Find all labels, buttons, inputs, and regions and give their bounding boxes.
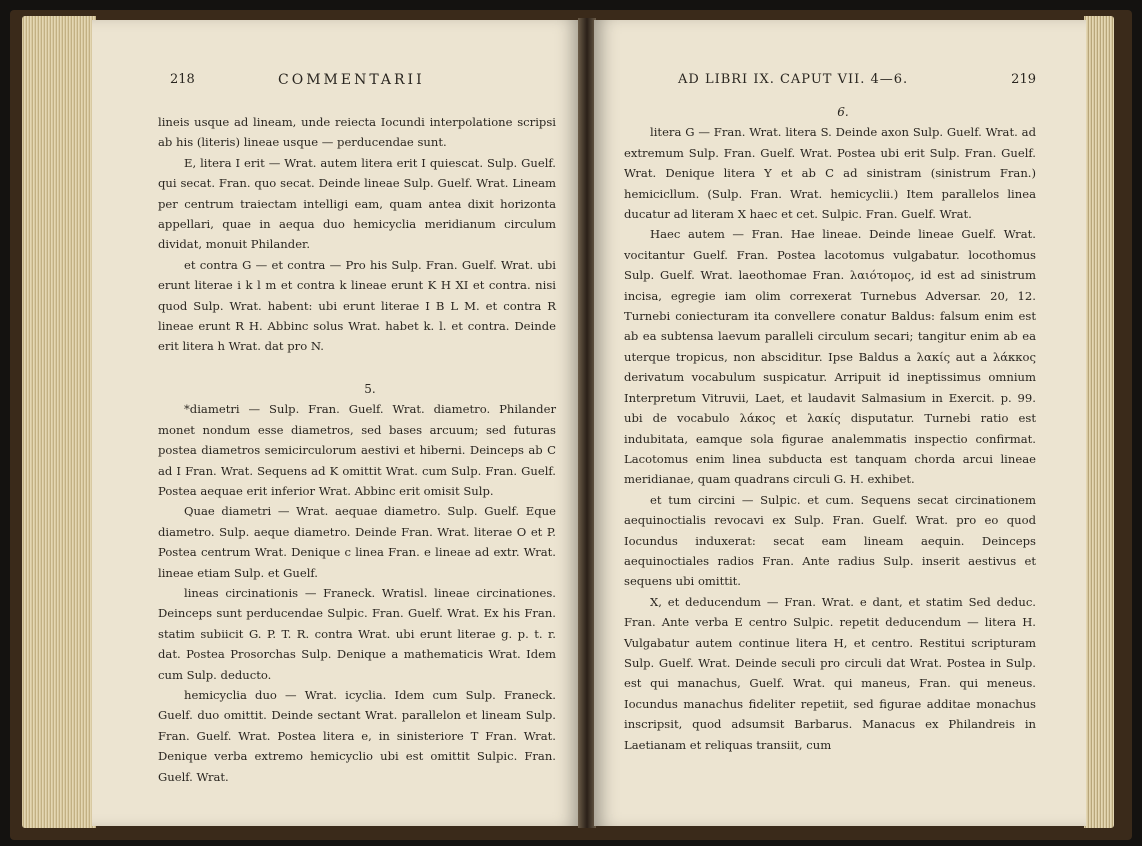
paragraph: Haec autem — Fran. Hae lineae. Deinde lineae Guelf. Wrat. vocitantur Guelf. Fran. Postea lacotomus vulgabatur. locothomus Sulp. Guelf. Wrat. laeothomae Fran. λαιότομος, id est ad sinistrum incisa, egregie iam olim correxerat Turnebus Adversar. 20, 12. Turnebi coniecturam ita convellere conatur Baldus: falsum enim est ab ea subtensa laevum paralleli circulum secari; tangitur enim ab ea uterque tropicus, non absciditur. Ipse Baldus a λακίς aut a λάκκος derivatum vocabulum suspicatur. Arripuit id ineptissimus omnium Interpretum Vitruvii, Laet, et laudavit Salmasium in Exercit. p. 99. ubi de vocabulo λάκος et λακίς disputatur. Turnebi ratio est indubitata, eamque sola figurae analemmatis inspectio confirmat. Lacotomus enim linea subducta est tanquam chorda arcui lineae meridianae, quam quadrans circuli G. H. exhibet. xyxy=(624,227,1036,487)
right-page-text xyxy=(624,102,1036,755)
page-edges-right xyxy=(1084,16,1114,828)
section-number: 5. xyxy=(364,381,376,396)
paragraph: hemicyclia duo — Wrat. icyclia. Idem cum Sulp. Franeck. Guelf. duo omittit. Deinde sectant Wrat. parallelon et lineam Sulp. Fran. Guelf. Wrat. Postea litera e, in sinisteriore T Fran. Wrat. Denique verba extremo hemicyclio ubi est omittit Sulpic. Fran. Guelf. Wrat. xyxy=(158,687,556,784)
running-head-right xyxy=(676,72,1036,92)
paragraph: *diametri — Sulp. Fran. Guelf. Wrat. diametro. Philander monet nondum esse diametros, sed bases arcuum; sed futuras postea diametros semicirculorum aestivi et hiberni. Deinceps ab C ad I Fran. Wrat. Sequens ad K omittit Wrat. cum Sulp. Fran. Guelf. Postea aequae erit inferior Wrat. Abbinc erit omisit Sulp. xyxy=(158,402,556,498)
paragraph: E, litera I erit — Wrat. autem litera erit I quiescat. Sulp. Guelf. qui secat. Fran. quo secat. Deinde lineae Sulp. Guelf. Wrat. Lineam per centrum traiectam intelligi eam, quam antea dixit horizonta appellari, quae in aequa duo hemicyclia meridianum circulum dividat, monuit Philander. xyxy=(158,155,556,252)
section-number: 6. xyxy=(837,105,849,119)
left-page xyxy=(92,20,580,826)
paragraph: lineas circinationis — Franeck. Wratisl. lineae circinationes. Deinceps sunt perducendae Sulpic. Fran. Guelf. Wrat. Ex his Fran. statim subiicit G. P. T. R. contra Wrat. ubi erunt literae g. p. t. r. dat. Postea Prosorchas Sulp. Denique a mathematicis Wrat. Idem cum Sulp. deducto. xyxy=(158,585,556,682)
left-page-text xyxy=(158,112,556,787)
running-head-title: COMMENTARII xyxy=(278,72,425,88)
paragraph: et contra G — et contra — Pro his Sulp. Fran. Guelf. Wrat. ubi erunt literae i k l m et contra k lineae erunt K H XI et contra. nisi quod Sulp. Wrat. habent: ubi erunt literae I B L M. et contra R lineae erunt R H. Abbinc solus Wrat. habet k. l. et contra. Deinde erit litera h Wrat. dat pro N. xyxy=(158,257,556,354)
paragraph: litera G — Fran. Wrat. litera S. Deinde axon Sulp. Guelf. Wrat. ad extremum Sulp. Fran. Guelf. Wrat. Postea ubi erit Sulp. Fran. Guelf. Wrat. Denique litera Y et ab C ad sinistram (sinistrum Fran.) hemicicllum. (Sulp. Fran. Wrat. hemicyclii.) Item parallelos linea ducatur ad literam X haec et cet. Sulpic. Fran. Guelf. Wrat. xyxy=(624,125,1036,222)
running-head-left xyxy=(170,72,558,92)
paragraph: lineis usque ad lineam, unde reiecta Iocundi interpolatione scripsi ab his (literis) lineae usque — perducendae sunt. xyxy=(158,115,556,150)
right-page xyxy=(594,20,1086,826)
page-edges-left xyxy=(22,16,96,828)
page-number: 219 xyxy=(1011,72,1036,87)
running-head-title: AD LIBRI IX. CAPUT VII. 4—6. xyxy=(678,72,909,87)
page-number: 218 xyxy=(170,72,195,87)
paragraph: X, et deducendum — Fran. Wrat. e dant, et statim Sed deduc. Fran. Ante verba E centro Sulpic. repetit deducendum — litera H. Vulgabatur autem continue litera H, et centro. Restitui scripturam Sulp. Guelf. Wrat. Deinde seculi pro circuli dat Wrat. Postea in Sulp. est qui manachus, Guelf. Wrat. qui maneus, Fran. qui meneus. Iocundus manachus fideliter repetiit, sed figurae additae monachus inscripsit, quod adsumsit Barbarus. Manacus ex Philandreis in Laetianam et reliquas transiit, cum xyxy=(624,594,1036,752)
paragraph: et tum circini — Sulpic. et cum. Sequens secat circinationem aequinoctialis revocavi ex Sulp. Fran. Guelf. Wrat. pro eo quod Iocundus induxerat: secat eam lineam aequin. Deinceps aequinoctiales radios Fran. Ante radius Sulp. inserit aestivus et sequens ubi omittit. xyxy=(624,492,1036,589)
paragraph: Quae diametri — Wrat. aequae diametro. Sulp. Guelf. Eque diametro. Sulp. aeque diametro. Deinde Fran. Wrat. literae O et P. Postea centrum Wrat. Denique c linea Fran. e lineae ad extr. Wrat. lineae etiam Sulp. et Guelf. xyxy=(158,504,556,580)
